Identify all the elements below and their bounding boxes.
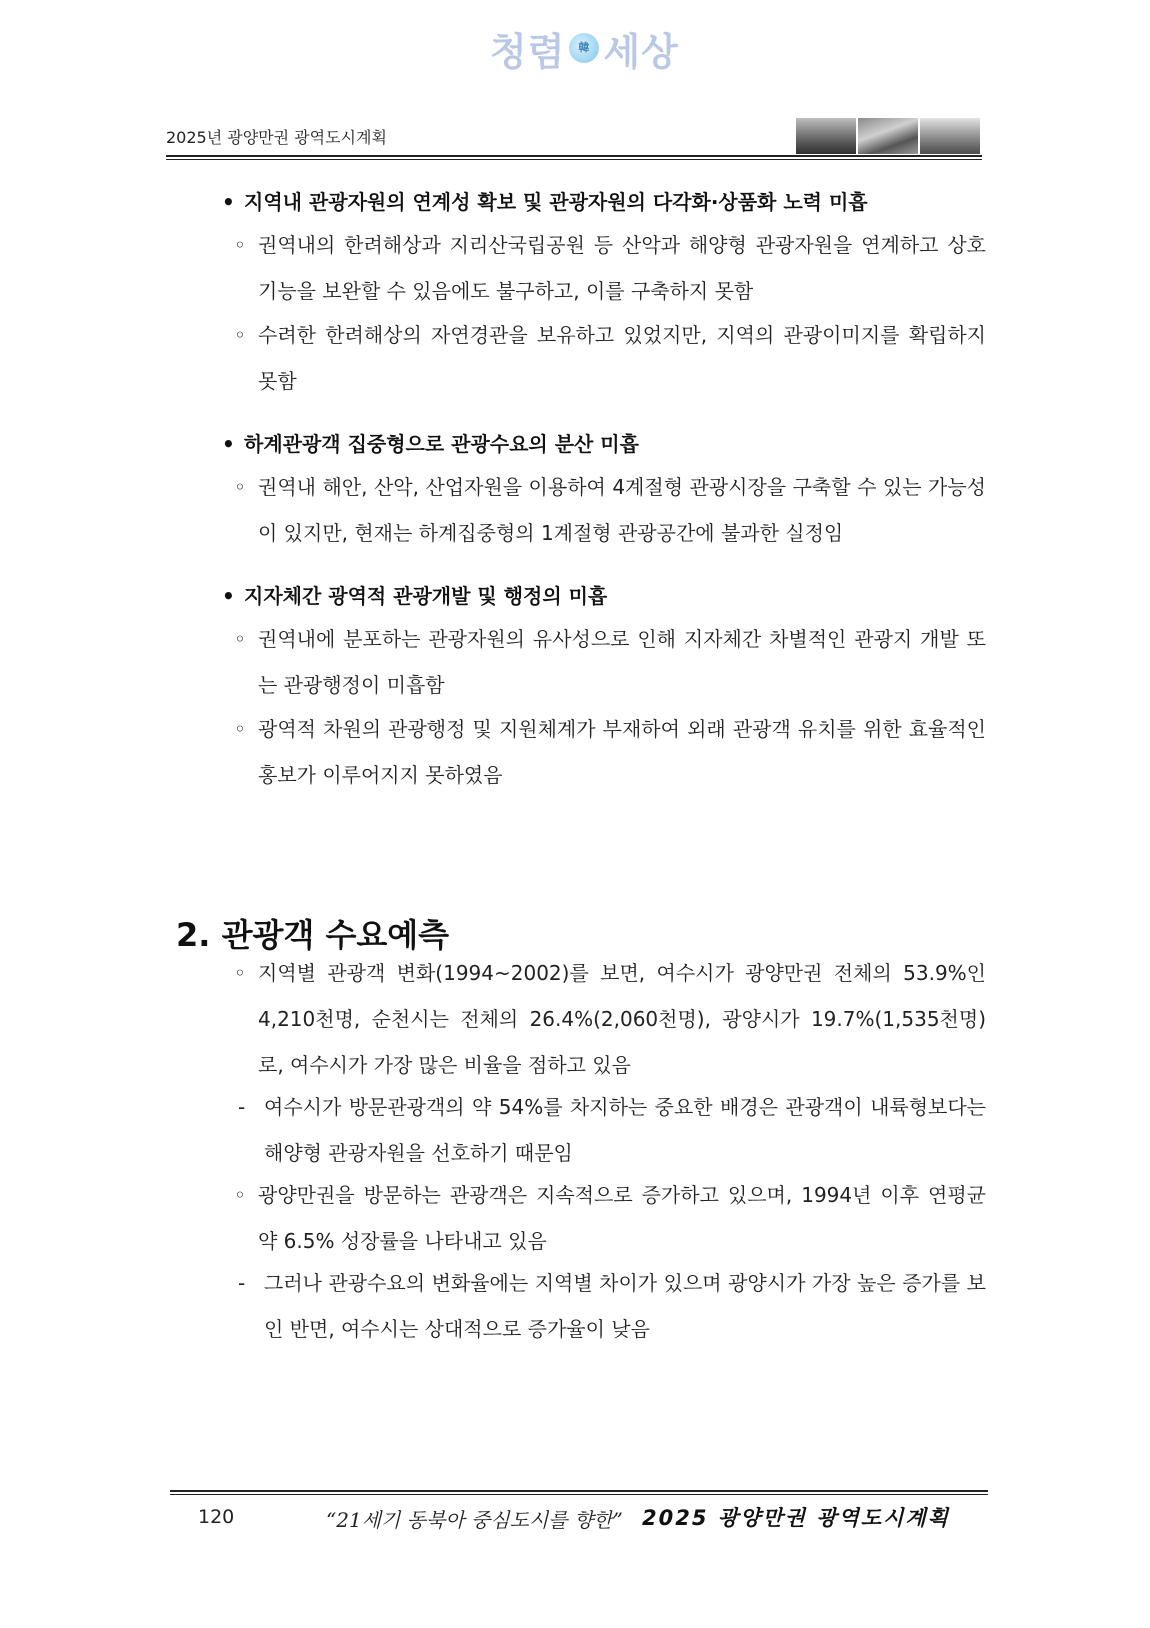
circle-marker: ◦ — [234, 627, 246, 651]
header-photo-image — [796, 118, 856, 154]
running-header-title: 2025년 광양만권 광역도시계획 — [166, 128, 387, 147]
bullet-heading — [222, 428, 639, 457]
footer-rule — [170, 1494, 988, 1495]
list-item — [234, 222, 986, 314]
bullet-heading-text: 지역내 관광자원의 연계성 확보 및 관광자원의 다각화·상품화 노력 미흡 — [244, 190, 868, 214]
footer-quote: “21세기 동북아 중심도시를 향한” — [326, 1508, 623, 1532]
bullet-marker: • — [222, 432, 235, 456]
header-photo-strip — [796, 118, 980, 154]
circle-marker: ◦ — [234, 475, 246, 499]
bullet-heading — [222, 580, 607, 609]
logo — [490, 18, 680, 78]
list-item — [234, 464, 986, 556]
list-item-text: 권역내에 분포하는 관광자원의 유사성으로 인해 지자체간 차별적인 관광지 개발 또는 관광행정이 미흡함 — [258, 627, 986, 697]
dash-item-text: 그러나 관광수요의 변화율에는 지역별 차이가 있으며 광양시가 가장 높은 증가를 보인 반면, 여수시는 상대적으로 증가율이 낮음 — [264, 1271, 986, 1341]
footer-title: 2025 광양만권 광역도시계획 — [642, 1506, 950, 1530]
header-photo-image — [858, 118, 918, 154]
list-item — [234, 706, 986, 798]
dash-item-text: 여수시가 방문관광객의 약 54%를 차지하는 중요한 배경은 관광객이 내륙형보다는 해양형 관광자원을 선호하기 때문임 — [264, 1095, 986, 1165]
dash-marker: - — [238, 1271, 246, 1295]
bullet-heading-text: 하계관광객 집중형으로 관광수요의 분산 미흡 — [244, 432, 639, 456]
logo-text-right: 세상 — [603, 29, 679, 74]
circle-marker: ◦ — [234, 233, 246, 257]
list-item-text: 광양만권을 방문하는 관광객은 지속적으로 증가하고 있으며, 1994년 이후 연평균 약 6.5% 성장률을 나타내고 있음 — [258, 1183, 986, 1253]
header-rule — [166, 155, 982, 157]
list-item-text: 권역내 해안, 산악, 산업자원을 이용하여 4계절형 관광시장을 구축할 수 있는 가능성이 있지만, 현재는 하계집중형의 1계절형 관광공간에 불과한 실정임 — [258, 475, 986, 545]
list-item — [234, 950, 986, 1088]
logo-text-left: 청렴 — [490, 29, 566, 74]
list-item-text: 권역내의 한려해상과 지리산국립공원 등 산악과 해양형 관광자원을 연계하고 상호 기능을 보완할 수 있음에도 불구하고, 이를 구축하지 못함 — [258, 233, 986, 303]
bullet-heading — [222, 186, 868, 215]
dash-marker: - — [238, 1095, 246, 1119]
section-title: 2. 관광객 수요예측 — [176, 916, 450, 954]
header-photo-image — [920, 118, 980, 154]
footer-rule — [170, 1490, 988, 1492]
list-item — [234, 616, 986, 708]
list-item-text: 광역적 차원의 관광행정 및 지원체계가 부재하여 외래 관광객 유치를 위한 효율적인 홍보가 이루어지지 못하였음 — [258, 717, 986, 787]
header-rule — [166, 159, 982, 160]
list-item — [234, 312, 986, 404]
page-number: 120 — [198, 1506, 235, 1528]
circle-marker: ◦ — [234, 1183, 246, 1207]
logo-badge-icon: 韓 — [569, 33, 599, 63]
list-item-text: 수려한 한려해상의 자연경관을 보유하고 있었지만, 지역의 관광이미지를 확립하지 못함 — [258, 323, 986, 393]
bullet-marker: • — [222, 190, 235, 214]
bullet-marker: • — [222, 584, 235, 608]
bullet-heading-text: 지자체간 광역적 관광개발 및 행정의 미흡 — [244, 584, 608, 608]
list-item-text: 지역별 관광객 변화(1994~2002)를 보면, 여수시가 광양만권 전체의 53.9%인 4,210천명, 순천시는 전체의 26.4%(2,060천명), 광양시가 19.7%(1,535천명)로, 여수시가 가장 많은 비율을 점하고 있음 — [258, 961, 986, 1077]
dash-item — [238, 1260, 986, 1352]
list-item — [234, 1172, 986, 1264]
circle-marker: ◦ — [234, 323, 246, 347]
circle-marker: ◦ — [234, 961, 246, 985]
dash-item — [238, 1084, 986, 1176]
circle-marker: ◦ — [234, 717, 246, 741]
